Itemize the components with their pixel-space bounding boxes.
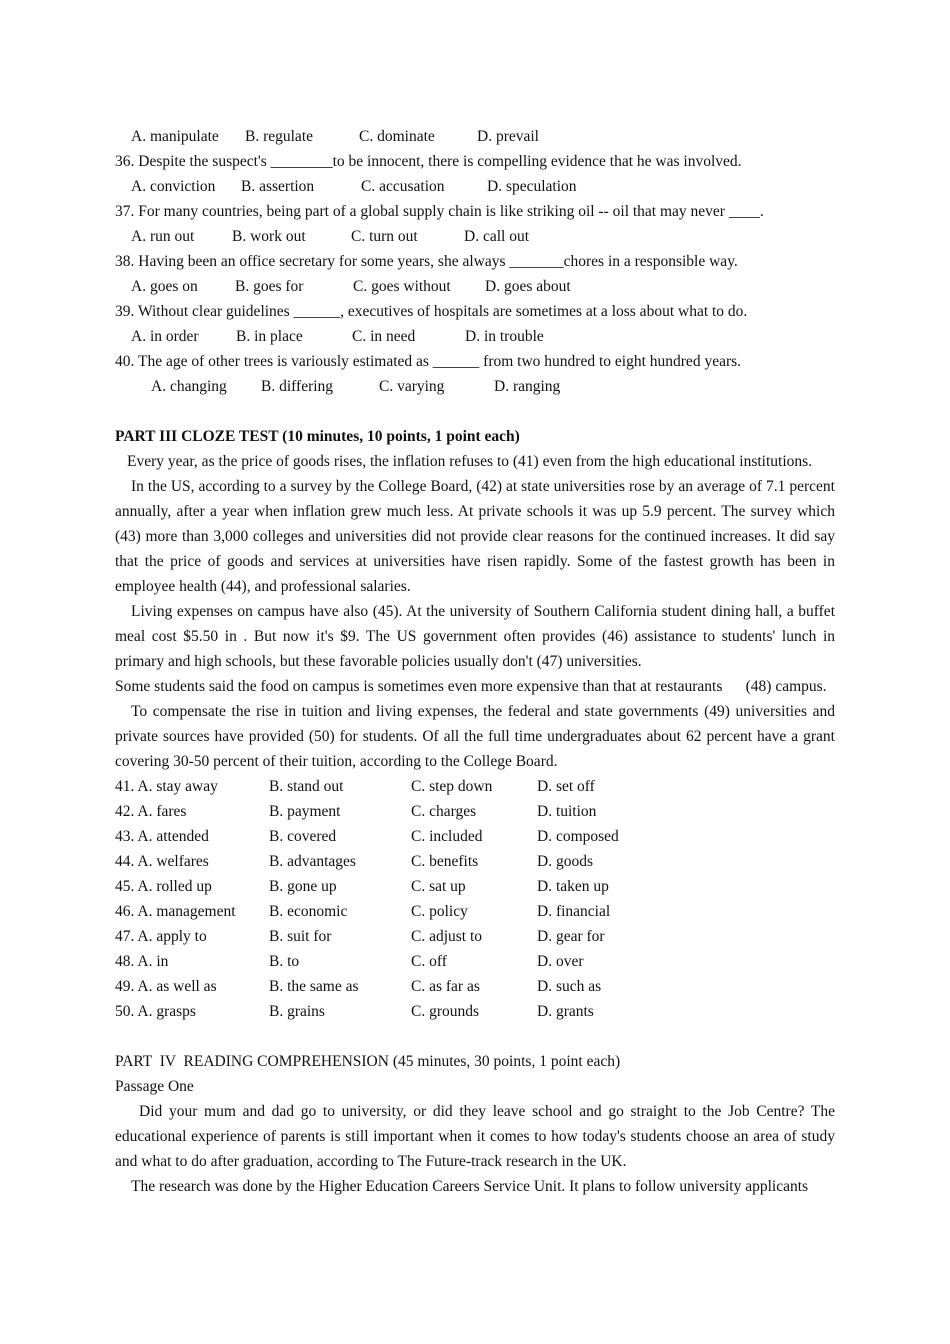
exam-page <box>115 124 835 1199</box>
passage-title: Passage One <box>115 1078 194 1095</box>
option: C. policy <box>411 903 468 920</box>
option: C. sat up <box>411 878 466 895</box>
cloze-paragraph: Living expenses on campus have also (45). At the university of Southern California student dining hall, a buffet meal cost $5.50 in . But now it's $9. The US government often provides (46) assistance to students' lunch in primary and high schools, but these favorable policies usually don't (47) universities. <box>115 603 835 670</box>
option: C. varying <box>379 378 445 395</box>
cloze-item <box>115 824 835 849</box>
option: B. advantages <box>269 853 356 870</box>
question-options <box>115 274 835 299</box>
option: D. financial <box>537 903 611 920</box>
question-stem: 36. Despite the suspect's ________to be innocent, there is compelling evidence that he was involved. <box>115 153 742 170</box>
option: A. in order <box>131 328 199 345</box>
option: B. differing <box>261 378 334 395</box>
option: B. regulate <box>245 128 314 145</box>
option: C. turn out <box>351 228 418 245</box>
question-stem: 39. Without clear guidelines ______, executives of hospitals are sometimes at a loss about what to do. <box>115 303 748 320</box>
option: 48. A. in <box>115 953 169 970</box>
option: C. grounds <box>411 1003 480 1020</box>
cloze-paragraph: In the US, according to a survey by the College Board, (42) at state universities rose by an average of 7.1 percent annually, after a year when inflation grew much less. At private schools it was up 5.9 percent. The survey which (43) more than 3,000 colleges and universities did not provide clear reasons for the continued increases. It did say that the price of goods and services at universities have risen rapidly. Some of the fastest growth has been in employee health (44), and professional salaries. <box>115 478 835 595</box>
question-stem: 40. The age of other trees is variously estimated as ______ from two hundred to eight hundred years. <box>115 353 742 370</box>
option: 44. A. welfares <box>115 853 209 870</box>
option: D. goods <box>537 853 593 870</box>
option: B. payment <box>269 803 341 820</box>
cloze-item <box>115 949 835 974</box>
cloze-item <box>115 899 835 924</box>
option: D. goes about <box>485 278 571 295</box>
option: D. prevail <box>477 128 539 145</box>
cloze-paragraph: Some students said the food on campus is sometimes even more expensive than that at restaurants (48) campus. <box>115 678 827 695</box>
option: D. call out <box>464 228 529 245</box>
option: A. conviction <box>131 178 216 195</box>
reading-paragraph: The research was done by the Higher Education Careers Service Unit. It plans to follow university applicants <box>131 1178 809 1195</box>
option: C. as far as <box>411 978 480 995</box>
option: D. such as <box>537 978 602 995</box>
option: C. in need <box>352 328 416 345</box>
option: A. goes on <box>131 278 198 295</box>
section-heading: PART III CLOZE TEST (10 minutes, 10 points, 1 point each) <box>115 428 520 445</box>
option: B. stand out <box>269 778 344 795</box>
option: D. gear for <box>537 928 605 945</box>
spacer <box>115 1024 835 1049</box>
option: 43. A. attended <box>115 828 209 845</box>
option: B. work out <box>232 228 306 245</box>
cloze-item <box>115 874 835 899</box>
option: C. adjust to <box>411 928 483 945</box>
option: 50. A. grasps <box>115 1003 196 1020</box>
question-options <box>115 324 835 349</box>
option: 45. A. rolled up <box>115 878 212 895</box>
option: B. assertion <box>241 178 315 195</box>
option: D. tuition <box>537 803 597 820</box>
option: D. speculation <box>487 178 577 195</box>
question-options <box>115 224 835 249</box>
option: C. charges <box>411 803 477 820</box>
option: 42. A. fares <box>115 803 187 820</box>
reading-paragraph: Did your mum and dad go to university, or did they leave school and go straight to the Job Centre? The educational experience of parents is still important when it comes to how today's students choose an area of study and what to do after graduation, according to The Future-track research in the UK. <box>115 1103 835 1170</box>
option: C. goes without <box>353 278 451 295</box>
spacer <box>115 399 835 424</box>
option: D. composed <box>537 828 619 845</box>
option: C. dominate <box>359 128 435 145</box>
option: D. in trouble <box>465 328 544 345</box>
option: D. over <box>537 953 584 970</box>
cloze-item <box>115 849 835 874</box>
question-options <box>115 374 835 399</box>
option: B. in place <box>236 328 303 345</box>
option: B. suit for <box>269 928 332 945</box>
question-stem: 38. Having been an office secretary for some years, she always _______chores in a responsible way. <box>115 253 738 270</box>
cloze-item <box>115 799 835 824</box>
section-heading: PART IV READING COMPREHENSION (45 minutes, 30 points, 1 point each) <box>115 1053 621 1070</box>
q35-options <box>115 124 835 149</box>
option: C. step down <box>411 778 493 795</box>
option: D. taken up <box>537 878 609 895</box>
cloze-paragraph: Every year, as the price of goods rises, the inflation refuses to (41) even from the high educational institutions. <box>127 453 813 470</box>
cloze-item <box>115 774 835 799</box>
option: D. set off <box>537 778 595 795</box>
option: C. accusation <box>361 178 445 195</box>
option: B. economic <box>269 903 348 920</box>
option: C. benefits <box>411 853 479 870</box>
option: A. run out <box>131 228 195 245</box>
option: C. off <box>411 953 447 970</box>
option: 46. A. management <box>115 903 236 920</box>
option: A. changing <box>151 378 227 395</box>
cloze-item <box>115 999 835 1024</box>
option: D. ranging <box>494 378 561 395</box>
option: C. included <box>411 828 483 845</box>
option: B. the same as <box>269 978 359 995</box>
option: B. grains <box>269 1003 325 1020</box>
option: B. covered <box>269 828 337 845</box>
option: 49. A. as well as <box>115 978 217 995</box>
option: B. goes for <box>235 278 304 295</box>
option: 47. A. apply to <box>115 928 207 945</box>
option: B. gone up <box>269 878 337 895</box>
cloze-options-list <box>115 774 835 1024</box>
question-options <box>115 174 835 199</box>
cloze-item <box>115 924 835 949</box>
option: A. manipulate <box>131 128 219 145</box>
question-stem: 37. For many countries, being part of a global supply chain is like striking oil -- oil that may never ____. <box>115 203 764 220</box>
cloze-paragraph: To compensate the rise in tuition and living expenses, the federal and state governments (49) universities and private sources have provided (50) for students. Of all the full time undergraduates about 62 percent have a grant covering 30-50 percent of their tuition, according to the College Board. <box>115 703 835 770</box>
option: 41. A. stay away <box>115 778 218 795</box>
cloze-item <box>115 974 835 999</box>
option: D. grants <box>537 1003 594 1020</box>
option: B. to <box>269 953 300 970</box>
